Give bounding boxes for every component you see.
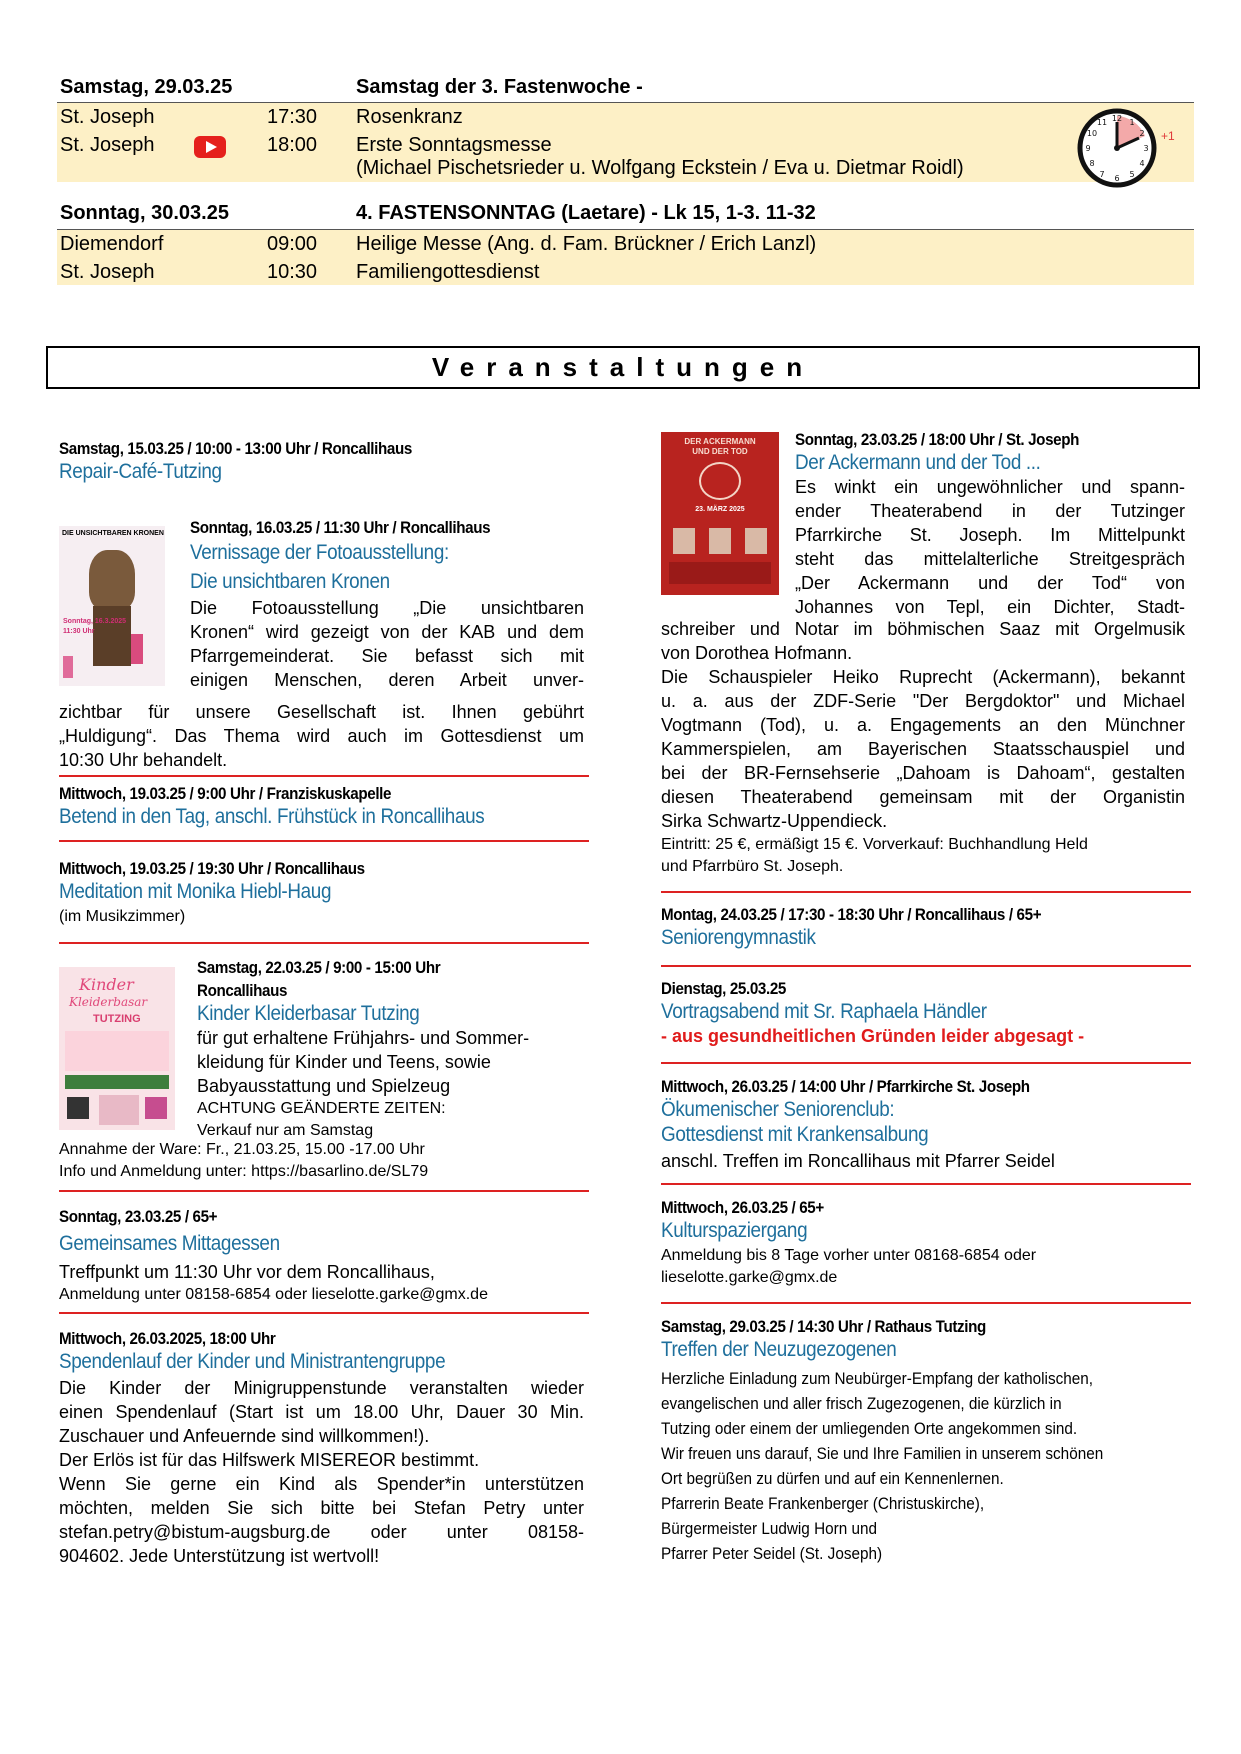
poster-heading: UND DER TOD: [692, 447, 748, 456]
event-title: Meditation mit Monika Hiebl-Haug: [59, 880, 332, 903]
poster-heading: Kinder: [79, 975, 134, 994]
event-meta: Mittwoch, 26.03.25 / 14:00 Uhr / Pfarrkirche St. Joseph: [661, 1078, 1030, 1096]
youtube-icon[interactable]: [194, 136, 226, 158]
event-meta: Sonntag, 16.03.25 / 11:30 Uhr / Roncallihaus: [190, 519, 491, 537]
text-line: Johannes von Tepl, ein Dichter, Stadt-: [795, 597, 1185, 617]
text-line: Ort begrüßen zu dürfen und auf ein Kennenlernen.: [661, 1469, 1004, 1488]
clock-icon: [1077, 108, 1157, 188]
svg-text:10: 10: [1086, 129, 1098, 138]
text-line: Kammerspielen, am Bayerischen Staatsschauspiel und: [661, 739, 1185, 759]
divider: [59, 1190, 589, 1192]
text-line: Anmeldung bis 8 Tage vorher unter 08168-6854 oder: [661, 1247, 1037, 1264]
text-line: Kronen“ wird gezeigt von der KAB und dem: [190, 622, 584, 642]
poster-ackermann: [661, 432, 779, 595]
text-line: Vogtmann (Tod), u. a. Engagements an den Münchner: [661, 715, 1185, 735]
text-line: Die Schauspieler Heiko Ruprecht (Ackermann), bekannt: [661, 667, 1185, 687]
schedule-event: (Michael Pischetsrieder u. Wolfgang Eckstein / Eva u. Dietmar Roidl): [356, 157, 964, 179]
event-text: [795, 475, 1185, 619]
event-note: [661, 834, 1185, 878]
text-line: „Der Ackermann und der Tod“ von: [795, 573, 1185, 593]
text-line: Wenn Sie gerne ein Kind als Spender*in unterstützen: [59, 1474, 584, 1494]
text-line: zichtbar für unsere Gesellschaft ist. Ihnen gebührt: [59, 702, 584, 722]
text-line: Pfarrer Peter Seidel (St. Joseph): [661, 1544, 883, 1563]
event-meta: Dienstag, 25.03.25: [661, 980, 787, 998]
event-text: [197, 1026, 584, 1098]
schedule-date: Sonntag, 30.03.25: [60, 202, 229, 224]
schedule-date: Samstag, 29.03.25: [60, 76, 233, 98]
text-line: Die Fotoausstellung „Die unsichtbaren: [190, 598, 584, 618]
schedule-location: St. Joseph: [60, 261, 155, 283]
divider: [661, 1062, 1191, 1064]
text-line: Pfarrerin Beate Frankenberger (Christuskirche),: [661, 1494, 985, 1513]
event-meta: Samstag, 15.03.25 / 10:00 - 13:00 Uhr / Roncallihaus: [59, 440, 412, 458]
poster-heading: TUTZING: [93, 1013, 141, 1025]
text-line: einigen Menschen, deren Arbeit unver-: [190, 670, 584, 690]
text-line: Info und Anmeldung unter: https://basarlino.de/SL79: [59, 1163, 429, 1180]
event-title: Spendenlauf der Kinder und Ministrantengruppe: [59, 1350, 446, 1373]
event-note: [197, 1098, 584, 1142]
event-title: Treffen der Neuzugezogenen: [661, 1338, 897, 1361]
divider: [661, 1183, 1191, 1185]
event-note: Anmeldung unter 08158-6854 oder lieselotte.garke@gmx.de: [59, 1286, 488, 1303]
svg-text:7: 7: [1099, 170, 1105, 179]
divider: [59, 775, 589, 777]
text-line: 10:30 Uhr behandelt.: [59, 750, 228, 770]
event-title: Kinder Kleiderbasar Tutzing: [197, 1002, 420, 1025]
event-text: anschl. Treffen im Roncallihaus mit Pfarrer Seidel: [661, 1151, 1055, 1171]
divider: [661, 965, 1191, 967]
schedule-time: 17:30: [267, 106, 318, 128]
event-meta: Montag, 24.03.25 / 17:30 - 18:30 Uhr / Roncallihaus / 65+: [661, 906, 1042, 924]
event-title: Der Ackermann und der Tod ...: [795, 451, 1041, 474]
schedule-row: [57, 159, 1194, 181]
text-line: bei der BR-Fernsehserie „Dahoam is Dahoam“, gestalten: [661, 763, 1185, 783]
svg-text:12: 12: [1111, 114, 1123, 123]
schedule-event: Rosenkranz: [356, 106, 463, 128]
schedule-row: [57, 131, 1194, 159]
text-line: ACHTUNG GEÄNDERTE ZEITEN:: [197, 1100, 446, 1117]
event-neuzugezogene: [661, 1318, 1185, 1566]
event-text: [661, 1366, 1133, 1566]
divider: [59, 1312, 589, 1314]
divider: [661, 891, 1191, 893]
schedule-day-title: 4. FASTENSONNTAG (Laetare) - Lk 15, 1-3. 11-32: [356, 202, 816, 224]
text-line: Babyausstattung und Spielzeug: [197, 1076, 451, 1096]
event-spendenlauf: [59, 1330, 584, 1568]
text-line: Es winkt ein ungewöhnlicher und spann-: [795, 477, 1185, 497]
event-text: [190, 596, 584, 692]
text-line: Zuschauer und Anfeuernde sind willkommen!).: [59, 1426, 430, 1446]
svg-text:1: 1: [1129, 118, 1135, 127]
text-line: für gut erhaltene Frühjahrs- und Sommer-: [197, 1028, 530, 1048]
divider: [59, 840, 589, 842]
divider: [661, 1302, 1191, 1304]
text-line: möchten, melden Sie sich bitte bei Stefan Petry unter: [59, 1498, 584, 1518]
event-text: Treffpunkt um 11:30 Uhr vor dem Roncallihaus,: [59, 1262, 435, 1282]
event-meta: Sonntag, 23.03.25 / 65+: [59, 1208, 218, 1226]
poster-heading: DIE UNSICHTBAREN KRONEN: [62, 530, 164, 537]
event-title: Kulturspaziergang: [661, 1219, 808, 1242]
event-title: Vernissage der Fotoausstellung:: [190, 541, 449, 564]
event-text: [59, 1376, 584, 1568]
event-repair-cafe: [59, 440, 584, 484]
event-text: [661, 617, 1185, 833]
text-line: Pfarrkirche St. Joseph. Im Mittelpunkt: [795, 525, 1185, 545]
text-line: stefan.petry@bistum-augsburg.de oder unter 08158-: [59, 1522, 584, 1542]
schedule-day-title: Samstag der 3. Fastenwoche -: [356, 76, 643, 98]
section-title: Veranstaltungen: [46, 346, 1200, 389]
schedule-row: [57, 258, 1194, 286]
schedule-row: [57, 230, 1194, 258]
event-kulturspaziergang: [661, 1199, 1185, 1289]
event-meta: Mittwoch, 26.03.2025, 18:00 Uhr: [59, 1330, 276, 1348]
text-line: diesen Theaterabend gemeinsam mit der Organistin: [661, 787, 1185, 807]
event-vortragsabend: [661, 980, 1185, 1047]
text-line: Der Erlös ist für das Hilfswerk MISEREOR bestimmt.: [59, 1450, 480, 1470]
schedule-time: 18:00: [267, 134, 318, 156]
event-title: Ökumenischer Seniorenclub:: [661, 1098, 895, 1121]
text-line: und Pfarrbüro St. Joseph.: [661, 858, 844, 875]
event-meditation: [59, 860, 584, 928]
event-text: [59, 700, 584, 772]
divider: [59, 942, 589, 944]
schedule-row: [57, 103, 1194, 131]
schedule-location: Diemendorf: [60, 233, 164, 255]
event-note: [661, 1245, 1185, 1289]
event-title: Gemeinsames Mittagessen: [59, 1232, 280, 1255]
schedule-day-header: [57, 200, 1194, 228]
text-line: ender Theaterabend in der Tutzinger: [795, 501, 1185, 521]
text-line: „Huldigung“. Das Thema wird auch im Gottesdienst um: [59, 726, 584, 746]
poster-heading: DER ACKERMANN: [684, 437, 756, 446]
text-line: Die Kinder der Minigruppenstunde veranstalten wieder: [59, 1378, 584, 1398]
text-line: kleidung für Kinder und Teens, sowie: [197, 1052, 491, 1072]
event-mittagessen: [59, 1208, 584, 1306]
schedule-event: Erste Sonntagsmesse: [356, 134, 552, 156]
event-meta: Samstag, 22.03.25 / 9:00 - 15:00 Uhr: [197, 959, 441, 977]
text-line: lieselotte.garke@gmx.de: [661, 1269, 838, 1286]
event-title: Repair-Café-Tutzing: [59, 460, 222, 483]
svg-text:4: 4: [1139, 159, 1145, 168]
event-meta: Mittwoch, 19.03.25 / 19:30 Uhr / Roncallihaus: [59, 860, 365, 878]
poster-unsichtbare-kronen: [59, 526, 165, 686]
text-line: Eintritt: 25 €, ermäßigt 15 €. Vorverkauf: Buchhandlung Held: [661, 836, 1088, 853]
schedule-location: St. Joseph: [60, 106, 155, 128]
text-line: Bürgermeister Ludwig Horn und: [661, 1519, 878, 1538]
schedule-time: 09:00: [267, 233, 318, 255]
schedule-time: 10:30: [267, 261, 318, 283]
clock-badge: +1: [1161, 129, 1175, 143]
svg-text:6: 6: [1114, 174, 1120, 183]
poster-date: Sonntag, 16.3.2025: [63, 618, 127, 625]
schedule-event: Heilige Messe (Ang. d. Fam. Brückner / Erich Lanzl): [356, 233, 817, 255]
svg-text:9: 9: [1085, 144, 1091, 153]
svg-text:5: 5: [1129, 170, 1135, 179]
event-title: Seniorengymnastik: [661, 926, 816, 949]
event-meta: Mittwoch, 26.03.25 / 65+: [661, 1199, 824, 1217]
event-seniorengymnastik: [661, 906, 1185, 950]
schedule-location: St. Joseph: [60, 134, 155, 156]
text-line: Annahme der Ware: Fr., 21.03.25, 15.00 -17.00 Uhr: [59, 1141, 425, 1158]
text-line: evangelischen und aller frisch Zugezogenen, die kürzlich in: [661, 1394, 1062, 1413]
svg-text:3: 3: [1143, 144, 1149, 153]
event-meta: Mittwoch, 19.03.25 / 9:00 Uhr / Franziskuskapelle: [59, 785, 392, 803]
text-line: Pfarrgemeinderat. Sie befasst sich mit: [190, 646, 584, 666]
poster-date: 23. MÄRZ 2025: [695, 506, 745, 513]
event-title: Gottesdienst mit Krankensalbung: [661, 1123, 929, 1146]
svg-text:8: 8: [1089, 159, 1095, 168]
schedule-event: Familiengottesdienst: [356, 261, 540, 283]
event-ackermann: [795, 431, 1185, 619]
text-line: Tutzing oder einem der umliegenden Orte angekommen sind.: [661, 1419, 1078, 1438]
text-line: von Dorothea Hofmann.: [661, 643, 853, 663]
event-betend: [59, 785, 584, 829]
text-line: 904602. Jede Unterstützung ist wertvoll!: [59, 1546, 380, 1566]
event-note: [59, 1139, 584, 1183]
text-line: einen Spendenlauf (Start ist um 18.00 Uhr, Dauer 30 Min.: [59, 1402, 584, 1422]
schedule-day-header: [57, 74, 1194, 102]
text-line: u. a. aus der ZDF-Serie "Der Bergdoktor" und Michael: [661, 691, 1185, 711]
event-meta: Roncallihaus: [197, 982, 288, 1000]
poster-heading: Kleiderbasar: [69, 995, 148, 1009]
event-title: Betend in den Tag, anschl. Frühstück in Roncallihaus: [59, 805, 485, 828]
text-line: Herzliche Einladung zum Neubürger-Empfang der katholischen,: [661, 1369, 1094, 1388]
svg-text:11: 11: [1096, 118, 1108, 127]
poster-kinderkleiderbasar: [59, 967, 175, 1130]
event-vernissage: [190, 519, 584, 692]
event-title: Die unsichtbaren Kronen: [190, 570, 390, 593]
event-meta: Sonntag, 23.03.25 / 18:00 Uhr / St. Joseph: [795, 431, 1080, 449]
text-line: schreiber und Notar im böhmischen Saaz mit Orgelmusik: [661, 619, 1185, 639]
text-line: Wir freuen uns darauf, Sie und Ihre Familien in unserem schönen: [661, 1444, 1104, 1463]
svg-text:2: 2: [1139, 129, 1145, 138]
cancellation-notice: - aus gesundheitlichen Gründen leider abgesagt -: [661, 1026, 1085, 1046]
event-title: Vortragsabend mit Sr. Raphaela Händler: [661, 1000, 987, 1023]
schedule-day-body: [57, 229, 1194, 285]
event-seniorenclub: [661, 1078, 1185, 1173]
poster-time: 11:30 Uhr: [63, 628, 95, 635]
text-line: steht das mittelalterliche Streitgespräch: [795, 549, 1185, 569]
text-line: Sirka Schwartz-Uppendieck.: [661, 811, 888, 831]
event-kleiderbasar: [197, 959, 584, 1142]
event-note: (im Musikzimmer): [59, 908, 186, 925]
event-meta: Samstag, 29.03.25 / 14:30 Uhr / Rathaus Tutzing: [661, 1318, 986, 1336]
text-line: Verkauf nur am Samstag: [197, 1122, 374, 1139]
schedule-day-body: [57, 102, 1194, 182]
